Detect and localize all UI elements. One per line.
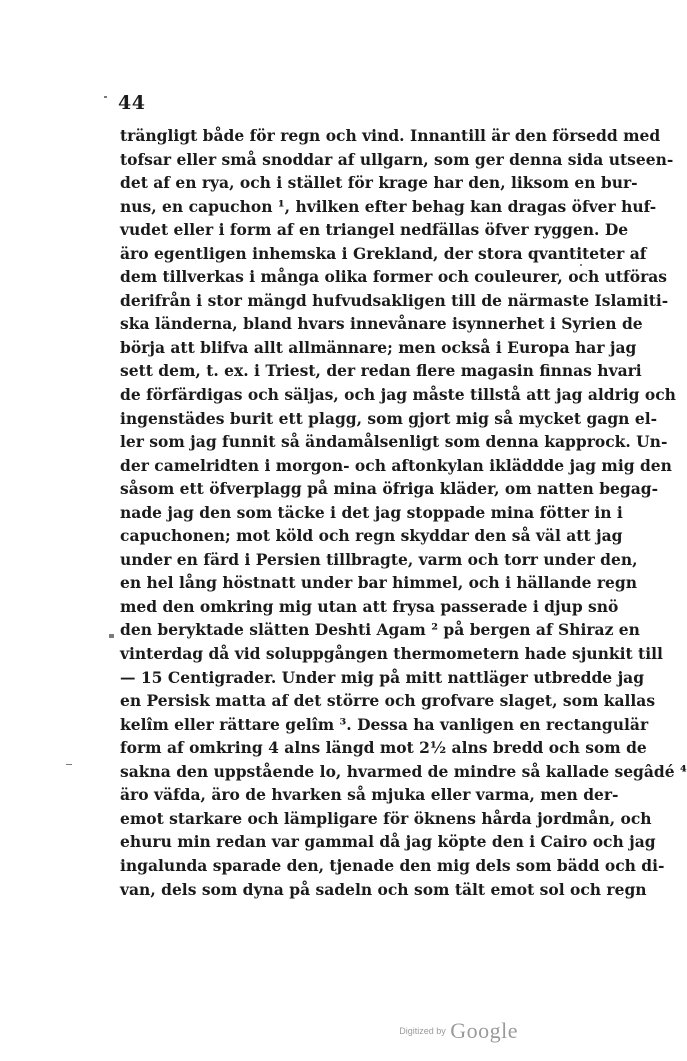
text-line: trängligt både för regn och vind. Innantill är den försedd med: [120, 126, 661, 145]
digitized-by-label: Digitized by: [399, 1026, 446, 1036]
text-line: vinterdag då vid soluppgången thermometern hade sjunkit till: [120, 644, 663, 664]
text-line: äro egentligen inhemska i Grekland, der stora qvantiteter af: [120, 243, 647, 263]
text-line: de förfärdigas och säljas, och jag måste tillstå att jag aldrig och: [120, 385, 676, 405]
scan-speck: [109, 634, 114, 638]
scan-speck: [104, 96, 107, 98]
text-line: det af en rya, och i stället för krage har den, liksom en bur-: [120, 173, 638, 193]
text-line: vudet eller i form af en triangel nedfällas öfver ryggen. De: [120, 220, 629, 240]
text-line: capuchonen; mot köld och regn skyddar den så väl att jag: [120, 526, 623, 546]
text-line: der camelridten i morgon- och aftonkylan ikläddde jag mig den: [120, 455, 672, 475]
text-line: ska länderna, bland hvars innevånare isynnerhet i Syrien de: [120, 314, 643, 334]
text-line: sett dem, t. ex. i Triest, der redan flere magasin finnas hvari: [120, 361, 642, 381]
body-text: [120, 124, 687, 901]
text-line: under en färd i Persien tillbragte, varm och torr under den,: [120, 549, 638, 569]
text-line: kelîm eller rättare gelîm ³. Dessa ha vanligen en rectangulär: [120, 714, 649, 734]
scan-speck: [580, 264, 582, 266]
text-line: ingalunda sparade den, tjenade den mig dels som bädd och di-: [120, 855, 665, 875]
text-line: en hel lång höstnatt under bar himmel, och i hällande regn: [120, 573, 638, 593]
text-line: sakna den uppstående lo, hvarmed de mindre så kallade segâdé ⁴: [120, 761, 687, 781]
text-line: form af omkring 4 alns längd mot 2½ alns bredd och som de: [120, 738, 647, 758]
text-line: emot starkare och lämpligare för öknens hårda jordmån, och: [120, 808, 652, 828]
text-line: tofsar eller små snoddar af ullgarn, som ger denna sida utseen-: [120, 149, 674, 169]
text-line: ehuru min redan var gammal då jag köpte den i Cairo och jag: [120, 832, 656, 852]
text-line: nus, en capuchon ¹, hvilken efter behag kan dragas öfver huf-: [120, 196, 657, 216]
text-line: ler som jag funnit så ändamålsenligt som denna kapprock. Un-: [120, 432, 668, 452]
text-line: börja att blifva allt allmännare; men också i Europa har jag: [120, 337, 637, 357]
text-line: den beryktade slätten Deshti Agam ² på bergen af Shiraz en: [120, 620, 640, 640]
text-line: ingenstädes burit ett plagg, som gjort mig så mycket gagn el-: [120, 408, 658, 428]
page-number: 44: [118, 92, 146, 114]
text-line: äro väfda, äro de hvarken så mjuka eller varma, men der-: [120, 785, 619, 805]
text-line: en Persisk matta af det större och grofvare slaget, som kallas: [120, 691, 656, 711]
text-line: — 15 Centigrader. Under mig på mitt nattläger utbredde jag: [120, 667, 645, 687]
digitization-watermark: [399, 1018, 518, 1044]
text-line: med den omkring mig utan att frysa passerade i djup snö: [120, 596, 619, 616]
google-logo: Google: [450, 1018, 518, 1043]
text-line: van, dels som dyna på sadeln och som tält emot sol och regn: [120, 879, 647, 899]
text-line: dem tillverkas i många olika former och couleurer, och utföras: [120, 267, 668, 287]
text-line: nade jag den som täcke i det jag stoppade mina fötter in i: [120, 502, 623, 522]
text-line: derifrån i stor mängd hufvudsakligen till de närmaste Islamiti-: [120, 290, 669, 310]
text-line: såsom ett öfverplagg på mina öfriga kläder, om natten begag-: [120, 479, 659, 499]
scan-speck: [66, 764, 72, 765]
